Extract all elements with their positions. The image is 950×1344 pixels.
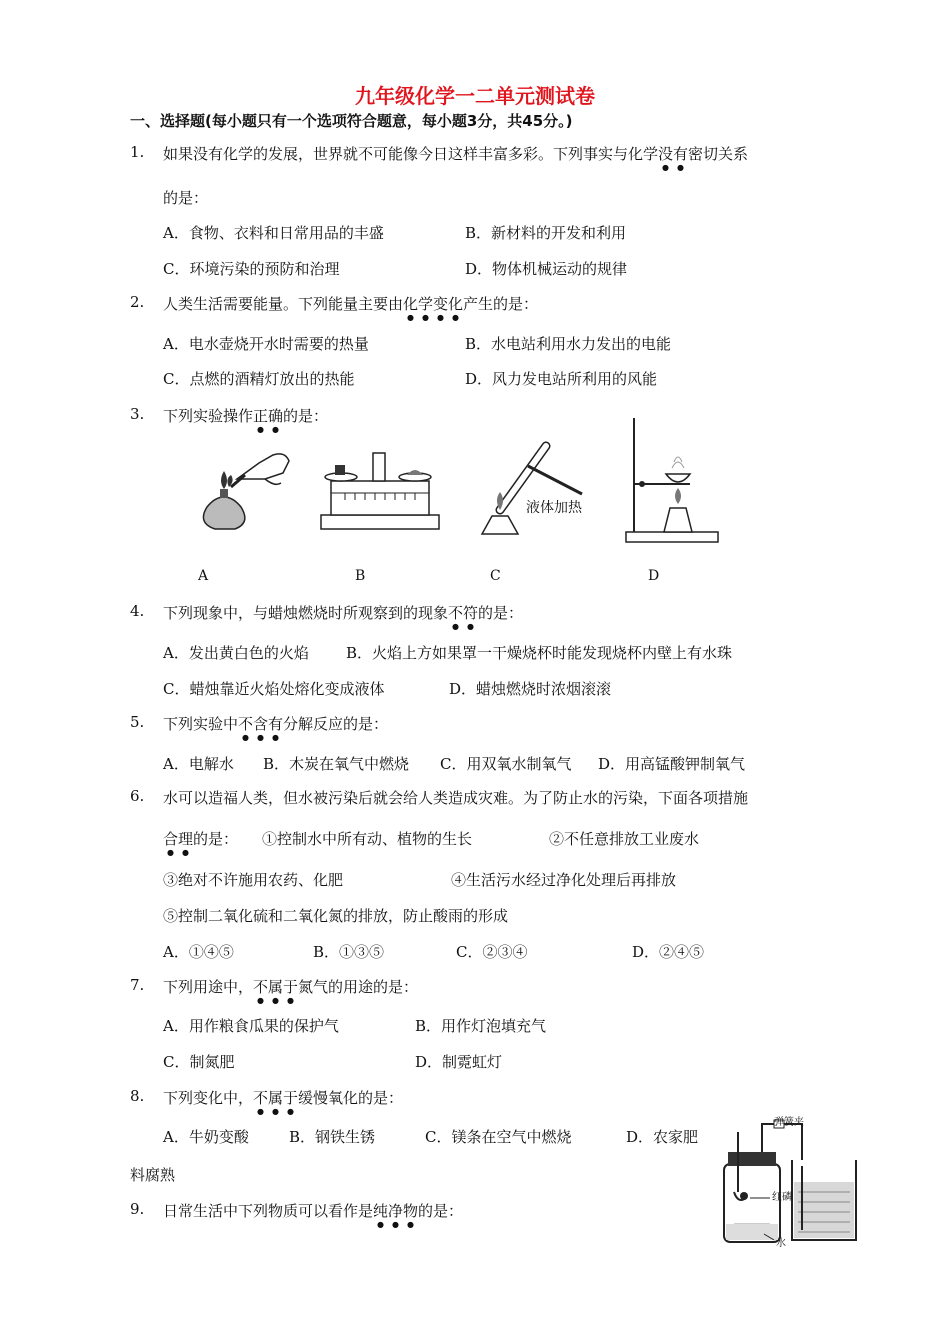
q5-option-a: A．电解水 — [163, 755, 234, 773]
q8-option-b: B．钢铁生锈 — [289, 1128, 376, 1146]
question-1-number: 1. — [130, 143, 145, 161]
q1-option-d: D．物体机械运动的规律 — [465, 260, 628, 278]
figure-c-liquid-heating — [470, 440, 600, 540]
q6-option-c: C．②③④ — [456, 943, 528, 961]
q7-option-c: C．制氮肥 — [163, 1053, 235, 1071]
label-red-phosphorus: 红磷 — [772, 1192, 792, 1203]
figure-label-c: C — [490, 568, 501, 584]
question-2-stem: 人类生活需要能量。下列能量主要由化学变化产生的是： — [163, 295, 539, 313]
question-2-number: 2. — [130, 293, 145, 311]
figure-label-d: D — [648, 568, 660, 584]
q2-option-c: C．点燃的酒精灯放出的热能 — [163, 370, 355, 388]
q8-option-d: D．农家肥 — [626, 1128, 699, 1146]
figure-a-alcohol-lamp — [185, 445, 295, 535]
q1-option-c: C．环境污染的预防和治理 — [163, 260, 340, 278]
q4-option-d: D．蜡烛燃烧时浓烟滚滚 — [449, 680, 612, 698]
section-heading: 一、选择题(每小题只有一个选项符合题意，每小题3分，共45分。) — [130, 112, 573, 130]
question-6-stem-cont: 合理的是： — [163, 830, 239, 848]
q4-option-c: C．蜡烛靠近火焰处熔化变成液体 — [163, 680, 385, 698]
q8-option-d-cont: 料腐熟 — [130, 1166, 176, 1184]
q2-option-b: B．水电站利用水力发出的电能 — [465, 335, 672, 353]
figure-label-a: A — [198, 568, 209, 584]
q6-measure-5: ⑤控制二氧化硫和二氧化氮的排放，防止酸雨的形成 — [163, 907, 509, 925]
question-4-number: 4. — [130, 602, 145, 620]
label-water: 水 — [776, 1238, 786, 1249]
question-1-stem-cont: 的是： — [163, 189, 209, 207]
q8-option-c: C．镁条在空气中燃烧 — [425, 1128, 572, 1146]
q2-option-a: A．电水壶烧开水时需要的热量 — [163, 335, 369, 353]
figure-b-balance — [315, 445, 445, 535]
figure-phosphorus-apparatus — [712, 1112, 872, 1248]
question-4-stem: 下列现象中，与蜡烛燃烧时所观察到的现象不符的是： — [163, 604, 524, 622]
page-title: 九年级化学一二单元测试卷 — [355, 84, 595, 108]
question-7-number: 7. — [130, 976, 145, 994]
question-5-number: 5. — [130, 713, 145, 731]
question-9-number: 9. — [130, 1200, 145, 1218]
q6-option-d: D．②④⑤ — [632, 943, 705, 961]
question-8-number: 8. — [130, 1087, 145, 1105]
q4-option-b: B．火焰上方如果罩一干燥烧杯时能发现烧杯内壁上有水珠 — [346, 644, 733, 662]
q7-option-d: D．制霓虹灯 — [415, 1053, 503, 1071]
q6-measure-2: ②不任意排放工业废水 — [549, 830, 700, 848]
question-6-number: 6. — [130, 787, 145, 805]
question-3-number: 3. — [130, 405, 145, 423]
q6-measure-4: ④生活污水经过净化处理后再排放 — [451, 871, 677, 889]
question-8-stem: 下列变化中，不属于缓慢氧化的是： — [163, 1089, 404, 1107]
label-clamp: 弹簧夹 — [774, 1117, 804, 1128]
q7-option-b: B．用作灯泡填充气 — [415, 1017, 547, 1035]
q6-measure-3: ③绝对不许施用农药、化肥 — [163, 871, 344, 889]
q7-option-a: A．用作粮食瓜果的保护气 — [163, 1017, 339, 1035]
question-1-stem: 如果没有化学的发展，世界就不可能像今日这样丰富多彩。下列事实与化学没有密切关系 — [163, 145, 749, 163]
q6-measure-1: ①控制水中所有动、植物的生长 — [262, 830, 473, 848]
q6-option-b: B．①③⑤ — [313, 943, 385, 961]
question-9-stem: 日常生活中下列物质可以看作是纯净物的是： — [163, 1202, 464, 1220]
figure-label-b: B — [355, 568, 366, 584]
q8-option-a: A．牛奶变酸 — [163, 1128, 249, 1146]
question-3-stem: 下列实验操作正确的是： — [163, 407, 329, 425]
q1-option-a: A．食物、衣料和日常用品的丰盛 — [163, 224, 384, 242]
q5-option-c: C．用双氧水制氧气 — [440, 755, 572, 773]
figure-c-caption: 液体加热 — [526, 500, 582, 516]
q4-option-a: A．发出黄白色的火焰 — [163, 644, 309, 662]
question-5-stem: 下列实验中不含有分解反应的是： — [163, 715, 389, 733]
q6-option-a: A．①④⑤ — [163, 943, 234, 961]
q2-option-d: D．风力发电站所利用的风能 — [465, 370, 658, 388]
question-7-stem: 下列用途中，不属于氮气的用途的是： — [163, 978, 419, 996]
q1-option-b: B．新材料的开发和利用 — [465, 224, 627, 242]
figure-d-evaporation — [622, 412, 722, 544]
q5-option-d: D．用高锰酸钾制氧气 — [598, 755, 746, 773]
question-6-stem: 水可以造福人类，但水被污染后就会给人类造成灾难。为了防止水的污染，下面各项措施 — [163, 789, 749, 807]
q5-option-b: B．木炭在氧气中燃烧 — [263, 755, 410, 773]
